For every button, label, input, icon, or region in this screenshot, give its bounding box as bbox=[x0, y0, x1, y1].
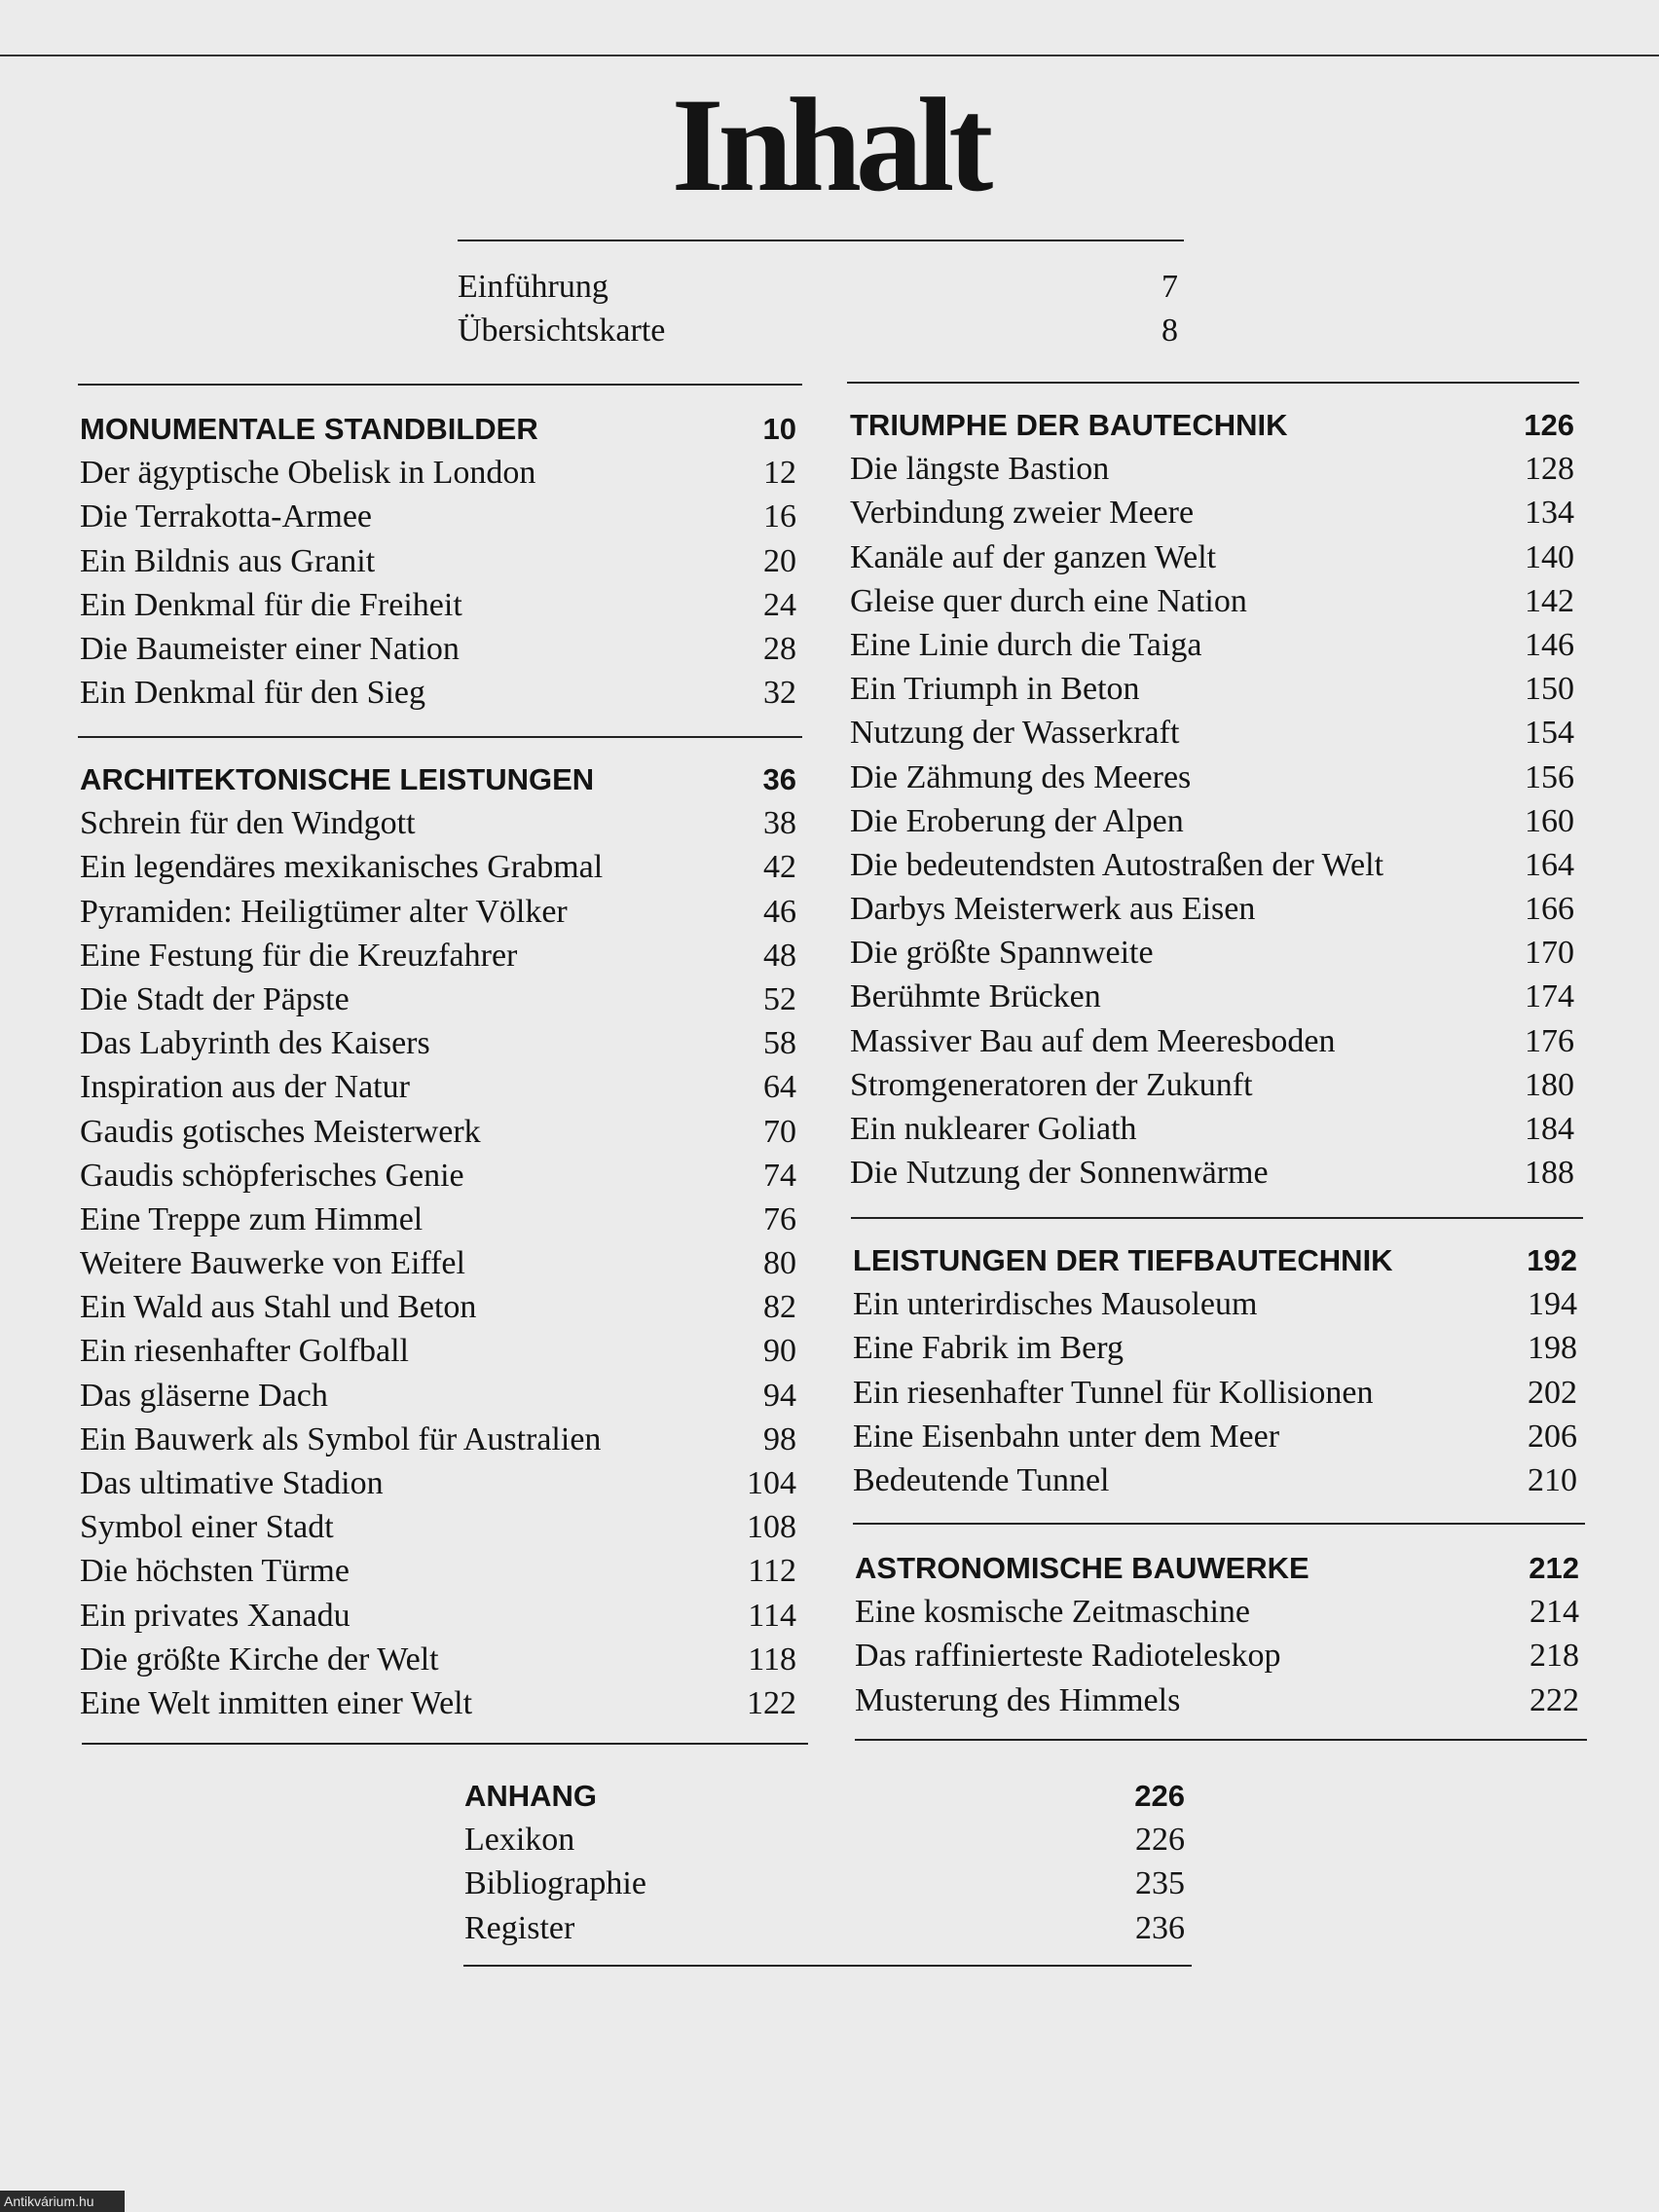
section-title: TRIUMPHE DER BAUTECHNIK bbox=[850, 408, 1288, 442]
toc-entry[interactable] bbox=[855, 1634, 1579, 1677]
entry-page: 194 bbox=[1528, 1286, 1577, 1323]
entry-title: Die längste Bastion bbox=[850, 451, 1110, 488]
toc-entry[interactable] bbox=[464, 1862, 1185, 1905]
entry-page: 38 bbox=[763, 805, 796, 842]
entry-title: Das raffinierteste Radioteleskop bbox=[855, 1638, 1281, 1675]
toc-entry[interactable] bbox=[80, 1021, 796, 1065]
entry-page: 222 bbox=[1530, 1681, 1579, 1718]
entry-page: 108 bbox=[747, 1509, 796, 1546]
entry-title: Ein Wald aus Stahl und Beton bbox=[80, 1289, 477, 1326]
entry-page: 8 bbox=[1161, 313, 1178, 350]
toc-entry[interactable] bbox=[853, 1282, 1577, 1326]
toc-entry[interactable] bbox=[80, 495, 796, 538]
toc-entry[interactable] bbox=[80, 1329, 796, 1373]
entry-title: Ein riesenhafter Golfball bbox=[80, 1333, 409, 1370]
entry-title: Der ägyptische Obelisk in London bbox=[80, 455, 536, 492]
toc-entry[interactable] bbox=[850, 1107, 1574, 1151]
entry-title: Weitere Bauwerke von Eiffel bbox=[80, 1245, 465, 1282]
entry-title: Die Nutzung der Sonnenwärme bbox=[850, 1155, 1269, 1192]
toc-entry[interactable] bbox=[850, 667, 1574, 711]
toc-entry[interactable] bbox=[80, 451, 796, 495]
entry-page: 134 bbox=[1525, 495, 1574, 532]
entry-page: 160 bbox=[1525, 802, 1574, 839]
entry-page: 76 bbox=[763, 1200, 796, 1237]
right-section-rule bbox=[847, 382, 1579, 384]
toc-entry[interactable] bbox=[80, 1638, 796, 1681]
entry-page: 16 bbox=[763, 498, 796, 535]
toc-entry[interactable] bbox=[80, 934, 796, 977]
toc-entry[interactable] bbox=[80, 1198, 796, 1241]
toc-entry[interactable] bbox=[80, 1418, 796, 1461]
entry-title: Ein nuklearer Goliath bbox=[850, 1111, 1137, 1147]
entry-page: 20 bbox=[763, 542, 796, 579]
toc-entry[interactable] bbox=[850, 1063, 1574, 1107]
section-triumphe-der-bautechnik bbox=[850, 403, 1574, 1195]
toc-entry[interactable] bbox=[80, 1154, 796, 1198]
entry-title: Ein legendäres mexikanisches Grabmal bbox=[80, 849, 604, 886]
right-section-rule bbox=[853, 1523, 1585, 1525]
toc-entry[interactable] bbox=[80, 1285, 796, 1329]
toc-entry[interactable] bbox=[853, 1458, 1577, 1502]
entry-title: Gleise quer durch eine Nation bbox=[850, 582, 1247, 619]
entry-title: Musterung des Himmels bbox=[855, 1681, 1181, 1718]
entry-page: 202 bbox=[1528, 1374, 1577, 1411]
entry-title: Ein privates Xanadu bbox=[80, 1597, 350, 1634]
toc-entry[interactable] bbox=[80, 1241, 796, 1285]
section-heading[interactable] bbox=[80, 407, 796, 451]
entry-title: Inspiration aus der Natur bbox=[80, 1069, 410, 1106]
toc-entry[interactable] bbox=[80, 627, 796, 671]
toc-entry[interactable] bbox=[853, 1371, 1577, 1415]
entry-page: 236 bbox=[1135, 1909, 1185, 1946]
section-leistungen-der-tiefbautechnik bbox=[853, 1238, 1577, 1502]
entry-title: Nutzung der Wasserkraft bbox=[850, 715, 1180, 752]
toc-entry[interactable] bbox=[850, 931, 1574, 975]
toc-entry[interactable] bbox=[458, 309, 1178, 352]
entry-page: 112 bbox=[748, 1553, 796, 1590]
entry-page: 82 bbox=[763, 1289, 796, 1326]
entry-page: 176 bbox=[1525, 1022, 1574, 1059]
toc-entry[interactable] bbox=[80, 1505, 796, 1549]
entry-title: Ein riesenhafter Tunnel für Kollisionen bbox=[853, 1374, 1374, 1411]
toc-entry[interactable] bbox=[80, 1549, 796, 1593]
entry-title: Die Baumeister einer Nation bbox=[80, 630, 460, 667]
entry-page: 180 bbox=[1525, 1066, 1574, 1103]
entry-title: Die höchsten Türme bbox=[80, 1553, 350, 1590]
entry-page: 58 bbox=[763, 1025, 796, 1062]
toc-entry[interactable] bbox=[850, 579, 1574, 623]
entry-page: 166 bbox=[1525, 891, 1574, 928]
entry-page: 80 bbox=[763, 1245, 796, 1282]
section-heading[interactable] bbox=[853, 1238, 1577, 1282]
section-page: 10 bbox=[762, 412, 796, 446]
left-bottom-rule bbox=[82, 1743, 808, 1745]
toc-entry[interactable] bbox=[850, 843, 1574, 887]
entry-page: 184 bbox=[1525, 1111, 1574, 1147]
section-heading[interactable] bbox=[80, 757, 796, 801]
section-title: ANHANG bbox=[464, 1779, 598, 1813]
entry-title: Ein Denkmal für die Freiheit bbox=[80, 586, 462, 623]
entry-title: Die größte Kirche der Welt bbox=[80, 1641, 439, 1677]
entry-page: 235 bbox=[1135, 1865, 1185, 1902]
toc-entry[interactable] bbox=[80, 977, 796, 1021]
entry-page: 174 bbox=[1525, 978, 1574, 1015]
entry-page: 32 bbox=[763, 675, 796, 712]
entry-title: Das gläserne Dach bbox=[80, 1377, 328, 1414]
section-page: 126 bbox=[1524, 408, 1574, 442]
toc-entry[interactable] bbox=[458, 265, 1178, 309]
entry-title: Schrein für den Windgott bbox=[80, 805, 416, 842]
entry-title: Ein Bauwerk als Symbol für Australien bbox=[80, 1420, 602, 1457]
toc-entry[interactable] bbox=[850, 756, 1574, 799]
section-title: ASTRONOMISCHE BAUWERKE bbox=[855, 1551, 1309, 1585]
entry-title: Das Labyrinth des Kaisers bbox=[80, 1025, 430, 1062]
toc-entry[interactable] bbox=[80, 1594, 796, 1638]
entry-title: Eine Festung für die Kreuzfahrer bbox=[80, 937, 518, 974]
left-section-rule bbox=[78, 384, 802, 386]
entry-page: 70 bbox=[763, 1113, 796, 1150]
section-anhang bbox=[464, 1774, 1185, 1950]
watermark: Antikvárium.hu bbox=[0, 2191, 125, 2212]
page-title: Inhalt bbox=[671, 70, 988, 219]
entry-page: 52 bbox=[763, 980, 796, 1017]
toc-entry[interactable] bbox=[853, 1415, 1577, 1458]
toc-entry[interactable] bbox=[80, 671, 796, 715]
entry-page: 74 bbox=[763, 1157, 796, 1194]
toc-entry[interactable] bbox=[850, 623, 1574, 667]
entry-page: 226 bbox=[1135, 1822, 1185, 1859]
entry-title: Die Stadt der Päpste bbox=[80, 980, 350, 1017]
section-heading[interactable] bbox=[855, 1546, 1579, 1590]
toc-entry[interactable] bbox=[80, 1461, 796, 1505]
toc-entry[interactable] bbox=[80, 1065, 796, 1109]
entry-title: Eine Treppe zum Himmel bbox=[80, 1200, 424, 1237]
entry-title: Verbindung zweier Meere bbox=[850, 495, 1195, 532]
entry-page: 118 bbox=[748, 1641, 796, 1677]
section-architektonische-leistungen bbox=[80, 757, 796, 1725]
entry-page: 128 bbox=[1525, 451, 1574, 488]
toc-entry[interactable] bbox=[464, 1818, 1185, 1862]
entry-title: Eine Fabrik im Berg bbox=[853, 1330, 1124, 1367]
entry-title: Eine Eisenbahn unter dem Meer bbox=[853, 1418, 1280, 1455]
entry-title: Die größte Spannweite bbox=[850, 935, 1154, 972]
entry-title: Gaudis gotisches Meisterwerk bbox=[80, 1113, 481, 1150]
toc-entry[interactable] bbox=[80, 583, 796, 627]
toc-entry[interactable] bbox=[80, 1374, 796, 1418]
entry-title: Ein Denkmal für den Sieg bbox=[80, 675, 426, 712]
entry-title: Kanäle auf der ganzen Welt bbox=[850, 538, 1217, 575]
toc-entry[interactable] bbox=[850, 711, 1574, 755]
entry-page: 150 bbox=[1525, 671, 1574, 708]
entry-page: 98 bbox=[763, 1420, 796, 1457]
toc-entry[interactable] bbox=[80, 1110, 796, 1154]
intro-list bbox=[458, 265, 1178, 352]
entry-page: 42 bbox=[763, 849, 796, 886]
right-section-rule bbox=[851, 1217, 1583, 1219]
entry-title: Stromgeneratoren der Zukunft bbox=[850, 1066, 1253, 1103]
entry-title: Die Terrakotta-Armee bbox=[80, 498, 373, 535]
entry-page: 198 bbox=[1528, 1330, 1577, 1367]
entry-title: Register bbox=[464, 1909, 575, 1946]
toc-entry[interactable] bbox=[850, 491, 1574, 535]
right-bottom-rule bbox=[855, 1739, 1587, 1741]
toc-entry[interactable] bbox=[80, 539, 796, 583]
entry-page: 170 bbox=[1525, 935, 1574, 972]
toc-entry[interactable] bbox=[850, 447, 1574, 491]
toc-entry[interactable] bbox=[850, 535, 1574, 579]
entry-title: Bedeutende Tunnel bbox=[853, 1461, 1110, 1498]
entry-page: 64 bbox=[763, 1069, 796, 1106]
entry-title: Massiver Bau auf dem Meeresboden bbox=[850, 1022, 1336, 1059]
section-page: 212 bbox=[1529, 1551, 1579, 1585]
entry-title: Darbys Meisterwerk aus Eisen bbox=[850, 891, 1256, 928]
section-page: 226 bbox=[1134, 1779, 1185, 1813]
toc-entry[interactable] bbox=[850, 1019, 1574, 1063]
entry-page: 48 bbox=[763, 937, 796, 974]
entry-page: 146 bbox=[1525, 626, 1574, 663]
toc-entry[interactable] bbox=[855, 1590, 1579, 1634]
entry-page: 210 bbox=[1528, 1461, 1577, 1498]
entry-title: Lexikon bbox=[464, 1822, 575, 1859]
left-section-rule bbox=[78, 736, 802, 738]
section-title: MONUMENTALE STANDBILDER bbox=[80, 412, 538, 446]
entry-title: Ein Triumph in Beton bbox=[850, 671, 1140, 708]
section-astronomische-bauwerke bbox=[855, 1546, 1579, 1722]
entry-page: 104 bbox=[747, 1465, 796, 1501]
entry-page: 164 bbox=[1525, 846, 1574, 883]
section-page: 192 bbox=[1527, 1243, 1577, 1277]
entry-page: 24 bbox=[763, 586, 796, 623]
entry-title: Das ultimative Stadion bbox=[80, 1465, 384, 1501]
entry-title: Die Eroberung der Alpen bbox=[850, 802, 1184, 839]
toc-entry[interactable] bbox=[80, 1681, 796, 1725]
entry-title: Ein unterirdisches Mausoleum bbox=[853, 1286, 1258, 1323]
entry-page: 90 bbox=[763, 1333, 796, 1370]
entry-page: 214 bbox=[1530, 1594, 1579, 1631]
entry-page: 94 bbox=[763, 1377, 796, 1414]
entry-title: Einführung bbox=[458, 269, 608, 305]
entry-title: Übersichtskarte bbox=[458, 313, 666, 350]
toc-entry[interactable] bbox=[80, 845, 796, 889]
entry-page: 142 bbox=[1525, 582, 1574, 619]
entry-page: 154 bbox=[1525, 715, 1574, 752]
toc-entry[interactable] bbox=[850, 1151, 1574, 1195]
entry-title: Eine Welt inmitten einer Welt bbox=[80, 1684, 473, 1721]
entry-title: Bibliographie bbox=[464, 1865, 646, 1902]
section-heading[interactable] bbox=[850, 403, 1574, 447]
entry-page: 156 bbox=[1525, 758, 1574, 795]
entry-page: 28 bbox=[763, 630, 796, 667]
toc-entry[interactable] bbox=[853, 1326, 1577, 1370]
entry-page: 122 bbox=[747, 1684, 796, 1721]
toc-entry[interactable] bbox=[850, 975, 1574, 1018]
entry-title: Symbol einer Stadt bbox=[80, 1509, 334, 1546]
entry-page: 46 bbox=[763, 893, 796, 930]
entry-page: 218 bbox=[1530, 1638, 1579, 1675]
entry-title: Die bedeutendsten Autostraßen der Welt bbox=[850, 846, 1384, 883]
section-title: ARCHITEKTONISCHE LEISTUNGEN bbox=[80, 762, 595, 796]
section-page: 36 bbox=[762, 762, 796, 796]
entry-title: Pyramiden: Heiligtümer alter Völker bbox=[80, 893, 568, 930]
entry-title: Eine Linie durch die Taiga bbox=[850, 626, 1202, 663]
section-monumentale-standbilder bbox=[80, 407, 796, 715]
toc-entry[interactable] bbox=[80, 890, 796, 934]
toc-entry[interactable] bbox=[80, 801, 796, 845]
appendix-bottom-rule bbox=[463, 1965, 1192, 1967]
entry-title: Die Zähmung des Meeres bbox=[850, 758, 1192, 795]
entry-page: 7 bbox=[1161, 269, 1178, 305]
entry-page: 188 bbox=[1525, 1155, 1574, 1192]
entry-title: Gaudis schöpferisches Genie bbox=[80, 1157, 464, 1194]
entry-page: 140 bbox=[1525, 538, 1574, 575]
entry-page: 114 bbox=[748, 1597, 796, 1634]
entry-title: Berühmte Brücken bbox=[850, 978, 1101, 1015]
top-rule bbox=[0, 55, 1659, 56]
intro-top-rule bbox=[458, 240, 1184, 241]
toc-entry[interactable] bbox=[855, 1678, 1579, 1722]
toc-entry[interactable] bbox=[464, 1906, 1185, 1950]
entry-title: Eine kosmische Zeitmaschine bbox=[855, 1594, 1250, 1631]
section-heading[interactable] bbox=[464, 1774, 1185, 1818]
section-title: LEISTUNGEN DER TIEFBAUTECHNIK bbox=[853, 1243, 1393, 1277]
toc-entry[interactable] bbox=[850, 799, 1574, 843]
entry-title: Ein Bildnis aus Granit bbox=[80, 542, 376, 579]
entry-page: 206 bbox=[1528, 1418, 1577, 1455]
entry-page: 12 bbox=[763, 455, 796, 492]
toc-entry[interactable] bbox=[850, 887, 1574, 931]
